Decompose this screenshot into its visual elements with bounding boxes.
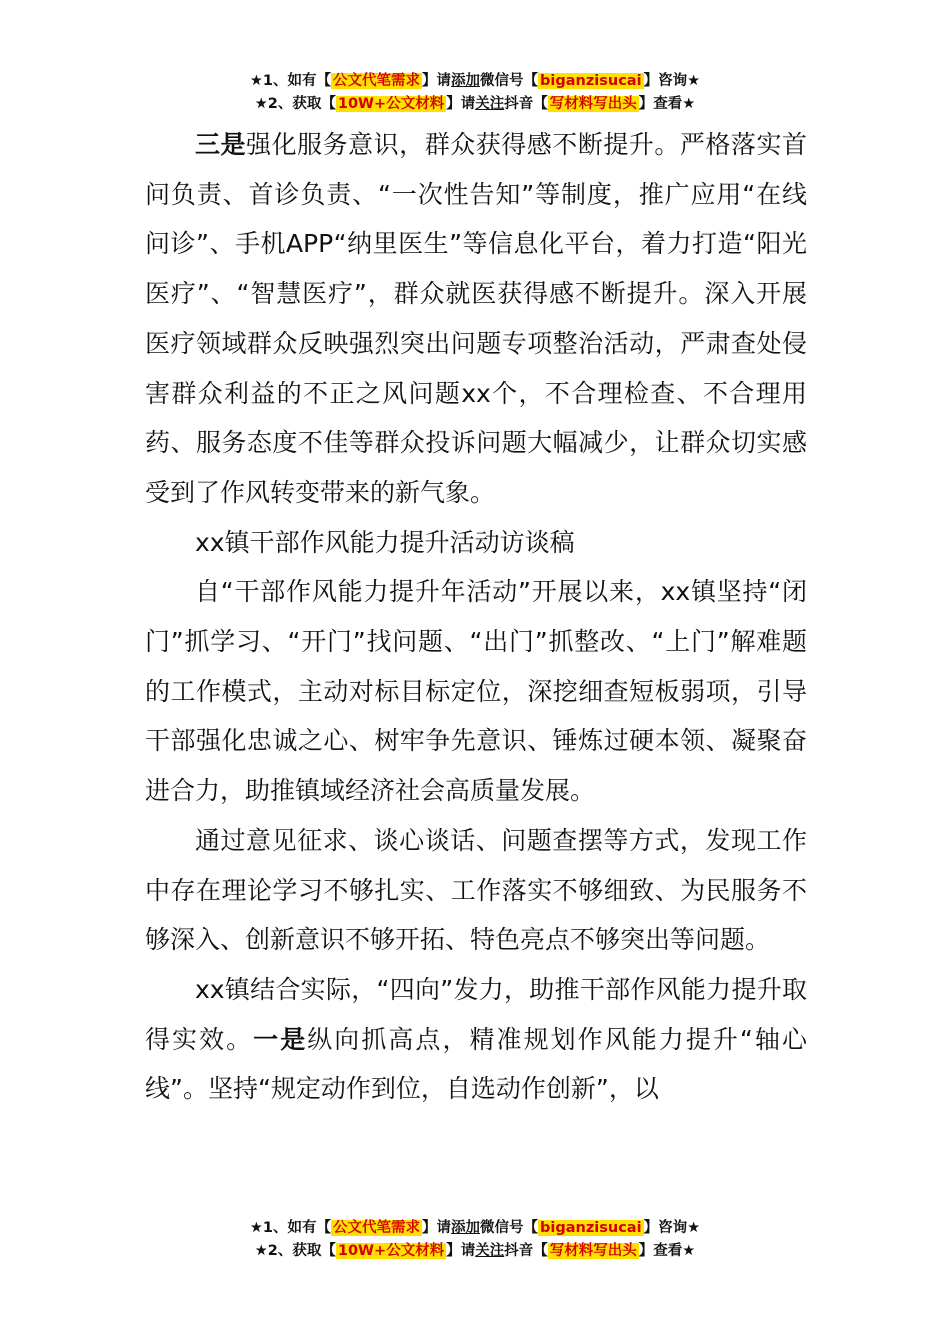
banner-highlight-materials: 10W+公文材料 <box>337 1243 445 1259</box>
banner-highlight-wechat-id: biganzisucai <box>540 1220 642 1236</box>
banner-highlight-wechat-id: biganzisucai <box>540 73 642 89</box>
banner-line-2: ★2、获取【 10W+公文材料 】请关注抖音【 写材料写出头 】查看★ <box>254 96 696 112</box>
banner-highlight-douyin: 写材料写出头 <box>549 1243 637 1259</box>
paragraph-service-awareness: 三是强化服务意识，群众获得感不断提升。严格落实首问负责、首诊负责、“一次性告知”等制度，推广应用“在线问诊”、手机APP“纳里医生”等信息化平台，着力打造“阳光医疗”、“智慧医疗”，群众就医获得感不断提升。深入开展医疗领域群众反映强烈突出问题专项整治活动，严肃查处侵害群众利益的不正之风问题xx个，不合理检查、不合理用药、服务态度不佳等群众投诉问题大幅减少，让群众切实感受到了作风转变带来的新气象。 <box>145 130 807 507</box>
document-body <box>145 120 807 1114</box>
banner-highlight-materials: 10W+公文材料 <box>337 96 445 112</box>
footer-banner <box>0 1217 950 1263</box>
paragraph-four-directions: xx镇结合实际，“四向”发力，助推干部作风能力提升取得实效。一是纵向抓高点，精准规划作风能力提升“轴心线”。坚持“规定动作到位，自选动作创新”，以 <box>145 974 807 1104</box>
banner-line-1: ★1、如有【 公文代笔需求 】请添加微信号【 biganzisucai 】咨询★ <box>249 73 701 89</box>
banner-line-2: ★2、获取【 10W+公文材料 】请关注抖音【 写材料写出头 】查看★ <box>254 1243 696 1259</box>
article-title: xx镇干部作风能力提升活动访谈稿 <box>195 527 575 557</box>
paragraph-problems: 通过意见征求、谈心谈话、问题查摆等方式，发现工作中存在理论学习不够扎实、工作落实不够细致、为民服务不够深入、创新意识不够开拓、特色亮点不够突出等问题。 <box>145 825 807 955</box>
banner-highlight-service: 公文代笔需求 <box>333 73 421 89</box>
banner-highlight-service: 公文代笔需求 <box>333 1220 421 1236</box>
paragraph-lead: 一是 <box>253 1024 308 1054</box>
paragraph-intro: 自“干部作风能力提升年活动”开展以来，xx镇坚持“闭门”抓学习、“开门”找问题、“出门”抓整改、“上门”解难题的工作模式，主动对标目标定位，深挖细查短板弱项，引导干部强化忠诚之心、树牢争先意识、锤炼过硬本领、凝聚奋进合力，助推镇域经济社会高质量发展。 <box>145 577 807 806</box>
banner-line-1: ★1、如有【 公文代笔需求 】请添加微信号【 biganzisucai 】咨询★ <box>249 1220 701 1236</box>
header-banner <box>0 70 950 116</box>
paragraph-lead: 三是 <box>195 130 247 159</box>
banner-highlight-douyin: 写材料写出头 <box>549 96 637 112</box>
